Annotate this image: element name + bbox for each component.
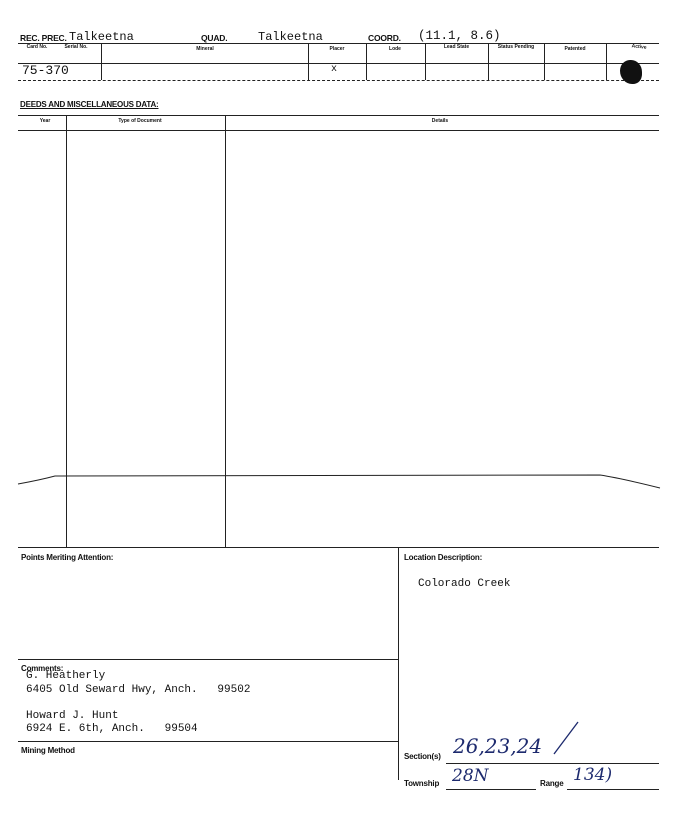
col-status-pending: Status Pending	[497, 44, 535, 50]
claims-col-divider	[308, 43, 309, 80]
claims-col-divider	[606, 43, 607, 80]
comment-line: 6405 Old Seward Hwy, Anch. 99502	[26, 684, 251, 696]
township-rule	[446, 789, 536, 790]
claims-col-divider	[101, 43, 102, 80]
points-label: Points Meriting Attention:	[21, 553, 114, 562]
header-rule	[18, 43, 659, 44]
rec-prec-value: Talkeetna	[69, 30, 134, 44]
quad-value: Talkeetna	[258, 30, 323, 44]
mining-method-label: Mining Method	[21, 746, 75, 755]
claims-col-divider	[366, 43, 367, 80]
col-card-no: Card No.	[26, 44, 48, 50]
section-value: 26,23,24	[453, 734, 543, 758]
col-mineral: Mineral	[196, 46, 214, 52]
col-lead-state: Lead State	[443, 44, 470, 50]
comments-bottom-rule	[18, 741, 398, 742]
section-pen-stroke	[552, 720, 582, 756]
deeds-bottom-rule	[18, 547, 659, 548]
points-bottom-rule	[18, 659, 398, 660]
comments-label: Comments:	[21, 664, 64, 673]
col-patented: Patented	[564, 46, 586, 52]
rec-prec-label: REC. PREC.	[20, 33, 67, 43]
col-type-of-document: Type of Document	[118, 118, 162, 124]
location-value: Colorado Creek	[418, 578, 511, 590]
claims-col-divider	[544, 43, 545, 80]
card-number-value: 75-370	[22, 63, 69, 78]
section-rule	[446, 763, 659, 764]
lower-col-divider	[398, 547, 399, 780]
placer-mark: x	[331, 64, 338, 75]
col-serial-no: Serial No.	[64, 44, 88, 50]
deeds-fold-line	[0, 470, 678, 500]
township-label: Township	[404, 779, 440, 788]
section-label: Section(s)	[404, 752, 441, 761]
col-active: Active	[631, 43, 647, 51]
range-label: Range	[540, 779, 564, 788]
range-value: 134)	[573, 765, 613, 785]
ink-blot	[620, 60, 642, 84]
claims-col-divider	[425, 43, 426, 80]
quad-label: QUAD.	[201, 33, 228, 43]
comment-line: Howard J. Hunt	[26, 710, 119, 722]
range-rule	[567, 789, 659, 790]
col-details: Details	[431, 118, 449, 124]
location-label: Location Description:	[404, 553, 483, 562]
col-lode: Lode	[389, 46, 401, 52]
deeds-header-rule	[18, 130, 659, 131]
col-year: Year	[39, 118, 51, 124]
claims-bottom-rule	[18, 80, 659, 81]
comment-line: 6924 E. 6th, Anch. 99504	[26, 723, 198, 735]
deeds-title: DEEDS AND MISCELLANEOUS DATA:	[20, 100, 159, 109]
comment-line: G. Heatherly	[26, 670, 106, 682]
claims-mid-rule	[18, 63, 659, 64]
deeds-top-rule	[18, 115, 659, 116]
claims-col-divider	[488, 43, 489, 80]
col-placer: Placer	[329, 46, 345, 52]
coord-value: (11.1, 8.6)	[418, 29, 501, 43]
township-value: 28N	[452, 766, 489, 786]
coord-label: COORD.	[368, 33, 401, 43]
